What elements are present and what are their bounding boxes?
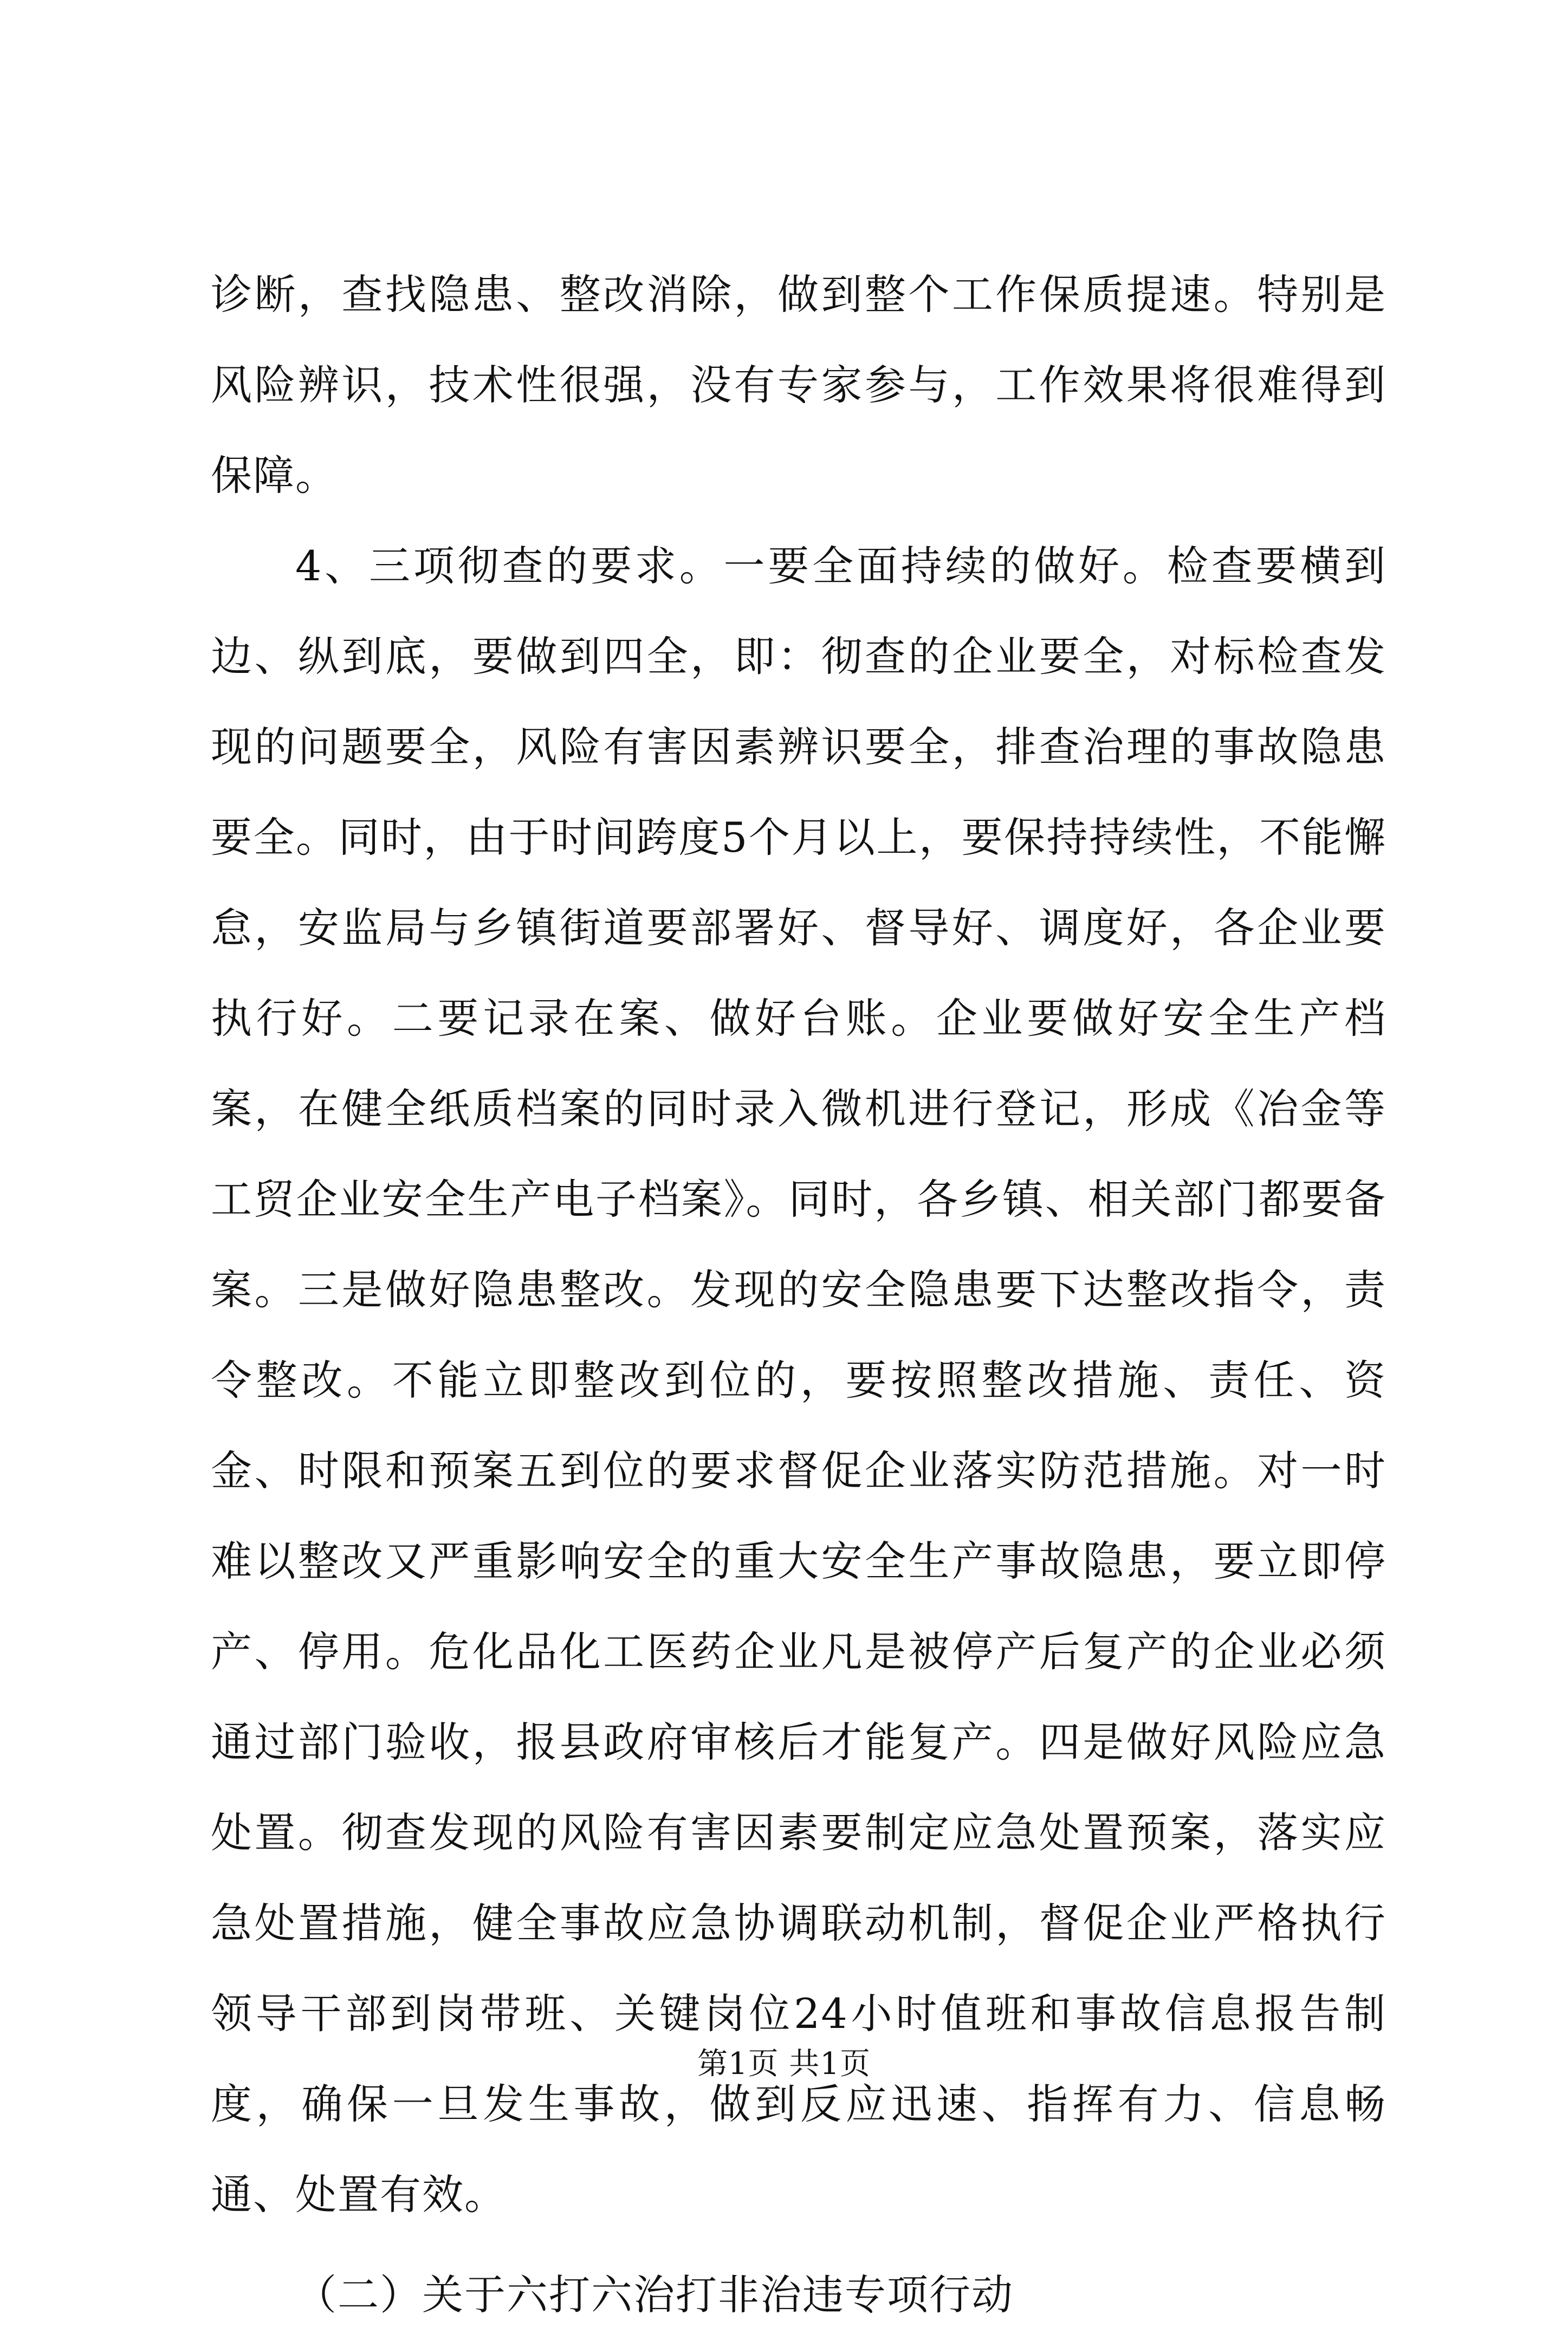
page-footer: 第1页 共1页 [697,2046,871,2082]
paragraph-three-inspection-requirements: 4、三项彻查的要求。一要全面持续的做好。检查要横到边、纵到底，要做到四全，即：彻查的企业要全，对标检查发现的问题要全，风险有害因素辨识要全，排查治理的事故隐患要全。同时，由于时间跨度5个月以上，要保持持续性，不能懈怠，安监局与乡镇街道要部署好、督导好、调度好，各企业要执行好。二要记录在案、做好台账。企业要做好安全生产档案，在健全纸质档案的同时录入微机进行登记，形成《冶金等工贸企业安全生产电子档案》。同时，各乡镇、相关部门都要备案。三是做好隐患整改。发现的安全隐患要下达整改指令，责令整改。不能立即整改到位的，要按照整改措施、责任、资金、时限和预案五到位的要求督促企业落实防范措施。对一时难以整改又严重影响安全的重大安全生产事故隐患，要立即停产、停用。危化品化工医药企业凡是被停产后复产的企业必须通过部门验收，报县政府审核后才能复产。四是做好风险应急处置。彻查发现的风险有害因素要制定应急处置预案，落实应急处置措施，健全事故应急协调联动机制，督促企业严格执行领导干部到岗带班、关键岗位24小时值班和事故信息报告制度，确保一旦发生事故，做到反应迅速、指挥有力、信息畅通、处置有效。 [211,542,1386,2219]
paragraph-continuation: 诊断，查找隐患、整改消除，做到整个工作保质提速。特别是风险辨识，技术性很强，没有专家参与，工作效果将很难得到保障。 [211,270,1386,500]
document-body [211,249,1386,2340]
section-heading: （二）关于六打六治打非治违专项行动 [295,2271,1014,2319]
